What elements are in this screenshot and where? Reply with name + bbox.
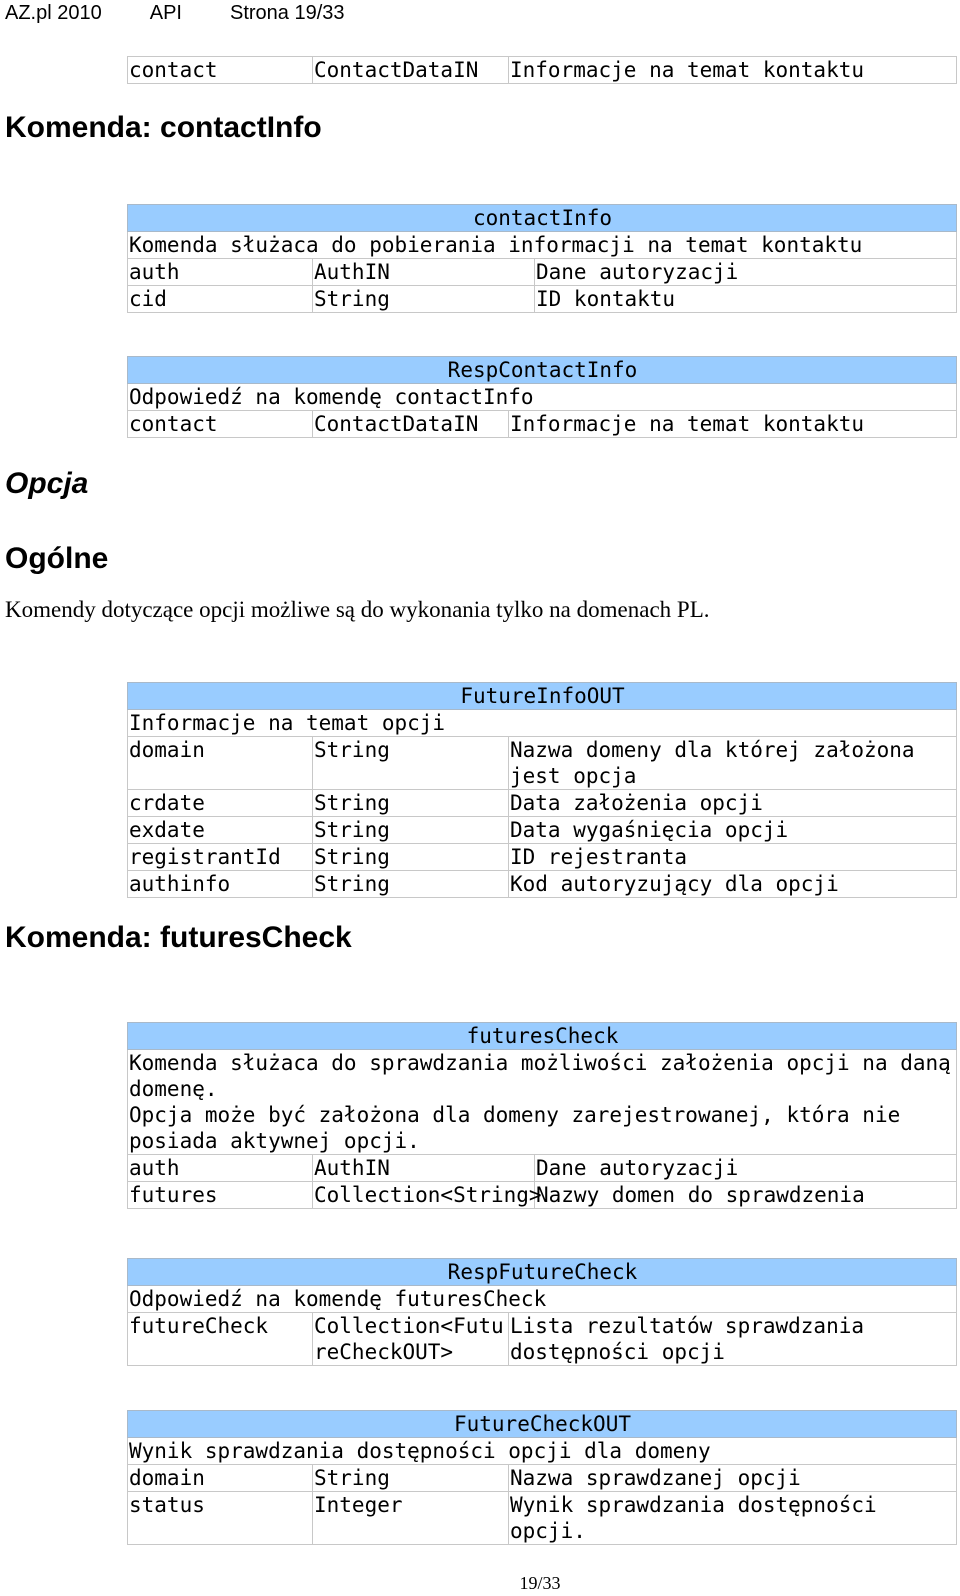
table-description-row <box>128 232 957 259</box>
cell-type: ContactDataIN <box>313 57 509 84</box>
table-row <box>128 1492 957 1545</box>
table-description: Odpowiedź na komendę futuresCheck <box>128 1286 957 1313</box>
table-row <box>128 57 957 84</box>
cell-description: Data wygaśnięcia opcji <box>509 817 957 844</box>
page-footer: 19/33 <box>519 1573 561 1593</box>
table-contact-continuation <box>127 56 957 84</box>
table-title: FutureCheckOUT <box>128 1411 957 1438</box>
table-futurecheckout <box>127 1410 957 1545</box>
cell-name: futures <box>128 1182 313 1209</box>
cell-name: contact <box>128 411 313 438</box>
cell-name: futureCheck <box>128 1313 313 1366</box>
cell-description: Nazwy domen do sprawdzenia <box>535 1182 957 1209</box>
table-title-row <box>128 683 957 710</box>
table-description-2: Opcja może być założona dla domeny zarejestrowanej, która nie posiada aktywnej opcji. <box>129 1103 901 1153</box>
table-description: Wynik sprawdzania dostępności opcji dla domeny <box>128 1438 957 1465</box>
cell-description: ID rejestranta <box>509 844 957 871</box>
header-section: API <box>149 2 182 24</box>
heading-opcja: Opcja <box>5 467 89 500</box>
table-title-row <box>128 205 957 232</box>
table-row <box>128 817 957 844</box>
table-respcontactinfo <box>127 356 957 438</box>
table-description-row <box>128 1438 957 1465</box>
table-title: RespFutureCheck <box>128 1259 957 1286</box>
table-row <box>128 790 957 817</box>
cell-description: Data założenia opcji <box>509 790 957 817</box>
paragraph-ogolne: Komendy dotyczące opcji możliwe są do wykonania tylko na domenach PL. <box>5 597 710 622</box>
cell-name: exdate <box>128 817 313 844</box>
cell-name: domain <box>128 1465 313 1492</box>
cell-type: Integer <box>313 1492 509 1545</box>
cell-description: Nazwa sprawdzanej opcji <box>509 1465 957 1492</box>
header-site: AZ.pl 2010 <box>5 2 102 24</box>
table-description-row <box>128 710 957 737</box>
table-title: futuresCheck <box>128 1023 957 1050</box>
cell-type: AuthIN <box>313 1155 535 1182</box>
table-contactinfo <box>127 204 957 313</box>
table-title-row <box>128 1259 957 1286</box>
cell-name: authinfo <box>128 871 313 898</box>
table-title: FutureInfoOUT <box>128 683 957 710</box>
table-description: Informacje na temat opcji <box>128 710 957 737</box>
cell-type: AuthIN <box>313 259 535 286</box>
table-description: Komenda służaca do sprawdzania możliwości założenia opcji na daną domenę. <box>129 1051 951 1101</box>
table-row <box>128 1155 957 1182</box>
heading-contactinfo: Komenda: contactInfo <box>5 111 322 144</box>
cell-description: Informacje na temat kontaktu <box>509 57 957 84</box>
table-title-row <box>128 1411 957 1438</box>
table-description-row <box>128 1050 957 1155</box>
table-description: Odpowiedź na komendę contactInfo <box>128 384 957 411</box>
cell-type: ContactDataIN <box>313 411 509 438</box>
cell-type: Collection<FutureCheckOUT> <box>313 1313 509 1366</box>
table-row <box>128 737 957 790</box>
table-description: Komenda służaca do pobierania informacji na temat kontaktu <box>128 232 957 259</box>
table-row <box>128 286 957 313</box>
table-title: RespContactInfo <box>128 357 957 384</box>
table-title: contactInfo <box>128 205 957 232</box>
table-futurescheck <box>127 1022 957 1209</box>
page-header <box>5 0 393 26</box>
cell-description: Nazwa domeny dla której założona jest opcja <box>509 737 957 790</box>
cell-name: registrantId <box>128 844 313 871</box>
cell-description: Wynik sprawdzania dostępności opcji. <box>509 1492 957 1545</box>
table-row <box>128 844 957 871</box>
header-page: Strona 19/33 <box>229 2 345 24</box>
cell-name: status <box>128 1492 313 1545</box>
cell-description: Informacje na temat kontaktu <box>509 411 957 438</box>
table-row <box>128 259 957 286</box>
table-row <box>128 1182 957 1209</box>
table-row <box>128 871 957 898</box>
cell-name: domain <box>128 737 313 790</box>
cell-type: String <box>313 871 509 898</box>
cell-name: cid <box>128 286 313 313</box>
cell-name: crdate <box>128 790 313 817</box>
cell-type: Collection<String> <box>314 1183 542 1207</box>
cell-description: ID kontaktu <box>535 286 957 313</box>
cell-type: String <box>313 817 509 844</box>
cell-type: String <box>313 286 535 313</box>
cell-type: String <box>313 737 509 790</box>
table-row <box>128 411 957 438</box>
table-title-row <box>128 357 957 384</box>
cell-description: Kod autoryzujący dla opcji <box>509 871 957 898</box>
table-description-row <box>128 1286 957 1313</box>
heading-futurescheck: Komenda: futuresCheck <box>5 921 352 954</box>
cell-description: Lista rezultatów sprawdzania dostępności opcji <box>509 1313 957 1366</box>
table-row <box>128 1465 957 1492</box>
cell-description: Dane autoryzacji <box>535 259 957 286</box>
table-title-row <box>128 1023 957 1050</box>
cell-type: String <box>313 790 509 817</box>
cell-name: contact <box>128 57 313 84</box>
heading-ogolne: Ogólne <box>5 542 109 575</box>
table-futureinfoout <box>127 682 957 898</box>
cell-description: Dane autoryzacji <box>535 1155 957 1182</box>
cell-type: String <box>313 1465 509 1492</box>
table-description-cell <box>128 1050 957 1155</box>
cell-name: auth <box>128 259 313 286</box>
table-respfuturecheck <box>127 1258 957 1366</box>
table-row <box>128 1313 957 1366</box>
table-description-row <box>128 384 957 411</box>
cell-name: auth <box>128 1155 313 1182</box>
cell-type: String <box>313 844 509 871</box>
